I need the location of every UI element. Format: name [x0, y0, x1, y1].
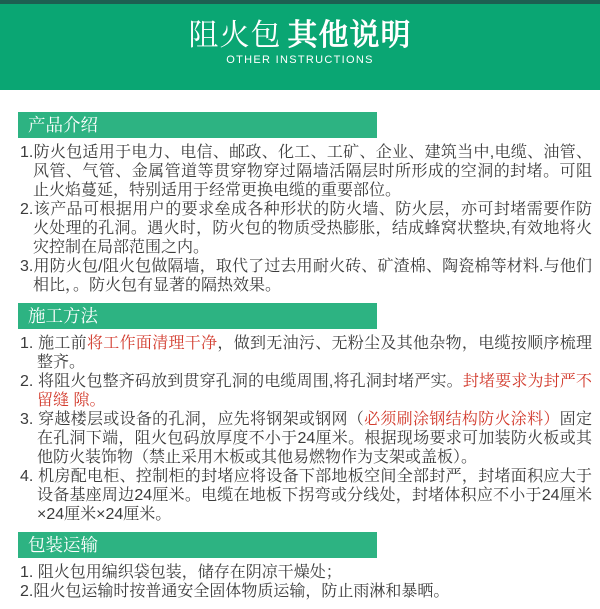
- body-text: 1. 阻火包用编织袋包装，储存在阴凉干燥处；: [20, 564, 342, 581]
- section-heading-label: 施工方法: [28, 306, 98, 326]
- list-item: [20, 563, 592, 582]
- section-packaging-transport: [0, 532, 600, 609]
- section-body-product-intro: [0, 138, 600, 303]
- header-banner: [0, 0, 600, 90]
- list-item: [20, 257, 592, 295]
- highlighted-text: 将工作面清理干净: [87, 335, 218, 352]
- section-body-packaging-transport: [0, 558, 600, 609]
- body-text: 固定在孔洞下端，阻火包码放厚度不小于24厘米。根据现场要求可加装防火板或其他防火装饰物（禁止采用木板或其他易燃物作为支架或盖板）。: [37, 411, 592, 466]
- page-title: [0, 19, 600, 52]
- list-item: [20, 467, 592, 524]
- section-product-intro: [0, 112, 600, 303]
- list-item: [20, 372, 592, 410]
- section-heading-label: 产品介绍: [28, 115, 98, 135]
- list-item: [20, 582, 592, 601]
- body-text: 1. 施工前: [20, 335, 87, 352]
- highlighted-text: 必须刷涂钢结构防火涂料）: [364, 411, 560, 428]
- top-strip: [0, 0, 600, 4]
- body-text: ，做到无油污、无粉尘及其他杂物，电缆按顺序梳理整齐。: [37, 335, 592, 371]
- section-construction-method: [0, 303, 600, 532]
- body-text: 1.防火包适用于电力、电信、邮政、化工、工矿、企业、建筑当中,电缆、油管、风管、气管、金属管道等贯穿物穿过隔墙活隔层时所形成的空洞的封堵。可阻止火焰蔓延，特别适用于经常更换电缆的重要部位。: [20, 144, 592, 199]
- body-text: 3.用防火包/阻火包做隔墙，取代了过去用耐火砖、矿渣棉、陶瓷棉等材料.与他们相比，。防火包有显著的隔热效果。: [20, 258, 592, 294]
- list-item: [20, 200, 592, 257]
- section-heading-packaging-transport: [18, 532, 377, 558]
- list-item: [20, 334, 592, 372]
- section-heading-construction-method: [18, 303, 377, 329]
- list-item: [20, 410, 592, 467]
- body-text: 4. 机房配电柜、控制柜的封堵应将设备下部地板空间全部封严，封堵面积应大于设备基座周边24厘米。电缆在地板下拐弯或分线处，封堵体积应不小于24厘米×24厘米×24厘米。: [20, 468, 592, 523]
- list-item: [20, 143, 592, 200]
- body-text: 2. 将阻火包整齐码放到贯穿孔洞的电缆周围,将孔洞封堵严实。: [20, 373, 463, 390]
- section-heading-label: 包装运输: [28, 535, 98, 555]
- page-title-product-name: 阻火包: [188, 19, 282, 52]
- highlighted-text: 封堵要求为封严不留缝 隙。: [37, 373, 592, 409]
- body-text: 3. 穿越楼层或设备的孔洞，应先将钢架或钢网（: [20, 411, 365, 428]
- body-text: 2.该产品可根据用户的要求垒成各种形状的防火墙、防火层，亦可封堵需要作防火处理的孔洞。遇火时，防火包的物质受热膨胀，结成蜂窝状整块,有效地将火灾控制在局部范围之内。: [20, 201, 592, 256]
- section-body-construction-method: [0, 329, 600, 532]
- section-heading-product-intro: [18, 112, 377, 138]
- page-title-section-name: 其他说明: [287, 19, 412, 52]
- page-subtitle: OTHER INSTRUCTIONS: [226, 54, 374, 66]
- content-area: [0, 112, 600, 609]
- body-text: 2.阻火包运输时按普通安全固体物质运输，防止雨淋和暴晒。: [20, 583, 450, 600]
